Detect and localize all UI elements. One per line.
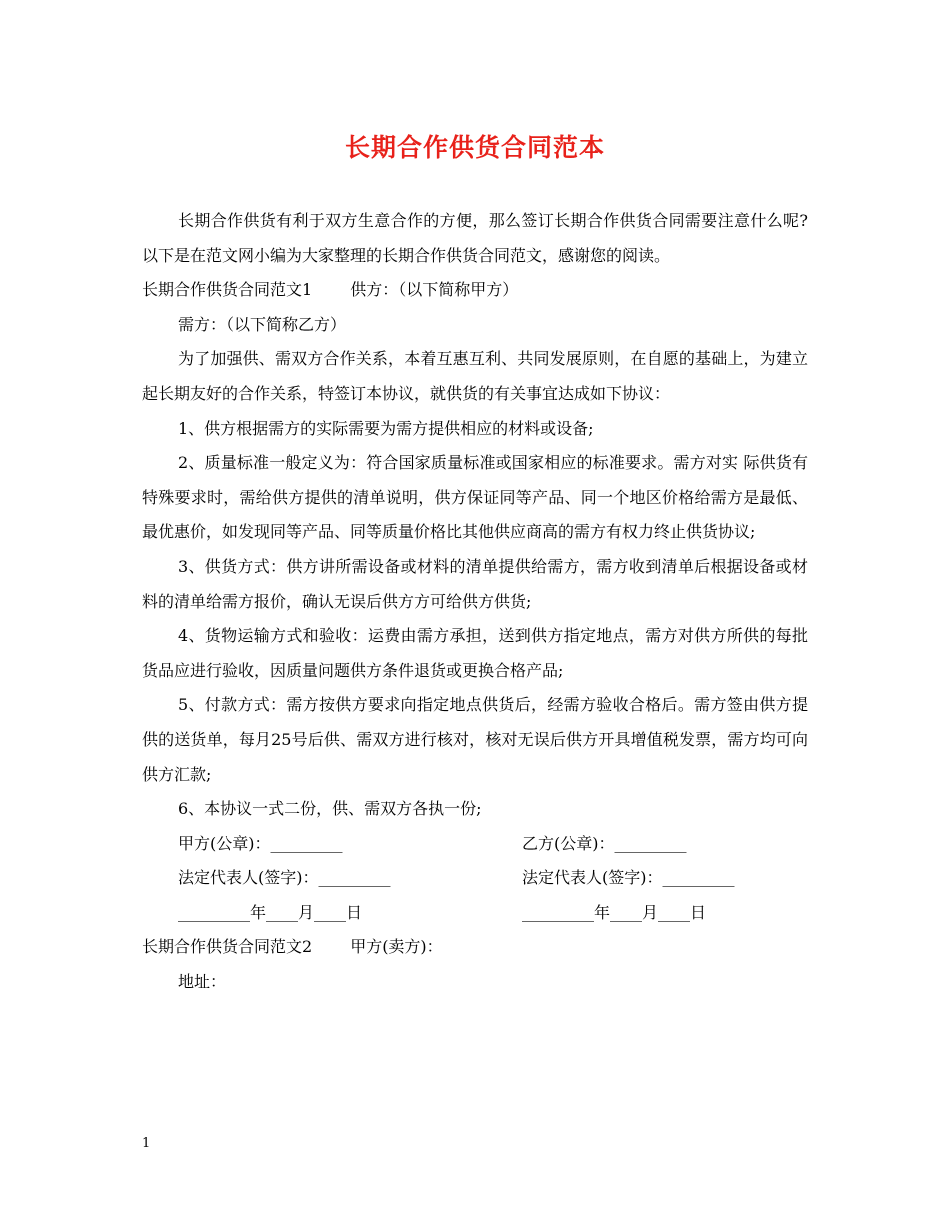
date-b-field: _________年____月____日 xyxy=(522,902,707,922)
representative-row xyxy=(142,861,808,896)
clause-5: 5、付款方式：需方按供方要求向指定地点供货后，经需方验收合格后。需方签由供方提供的送货单，每月25号后供、需双方进行核对，核对无误后供方开具增值税发票，需方均可向供方汇款; xyxy=(142,695,808,784)
section1-heading: 长期合作供货合同范文1 xyxy=(142,280,313,300)
buyer-line: 需方：（以下简称乙方） xyxy=(178,314,347,334)
date-row xyxy=(142,896,808,931)
clause-1: 1、供方根据需方的实际需要为需方提供相应的材料或设备; xyxy=(178,418,594,438)
date-a-field: _________年____月____日 xyxy=(178,902,363,922)
preamble-paragraph: 为了加强供、需双方合作关系，本着互惠互利、共同发展原则，在自愿的基础上，为建立起长期友好的合作关系，特签订本协议，就供货的有关事宜达成如下协议： xyxy=(142,349,808,403)
clause-4: 4、货物运输方式和验收：运费由需方承担，送到供方指定地点，需方对供方所供的每批货品应进行验收，因质量问题供方条件退货或更换合格产品; xyxy=(142,626,808,680)
party-b-seal-field: 乙方(公章)：_________ xyxy=(522,833,687,853)
clause-2: 2、质量标准一般定义为：符合国家质量标准或国家相应的标准要求。需方对实 际供货有特殊要求时，需给供方提供的清单说明，供方保证同等产品、同一个地区价格给需方是最低、最优惠价，如发现同等产品、同等质量价格比其他供应商高的需方有权力终止供货协议; xyxy=(142,453,808,542)
clause-3: 3、供货方式：供方讲所需设备或材料的清单提供给需方，需方收到清单后根据设备或材料的清单给需方报价，确认无误后供方方可给供方供货; xyxy=(142,556,808,611)
intro-paragraph: 长期合作供货有利于双方生意合作的方便，那么签订长期合作供货合同需要注意什么呢?以下是在范文网小编为大家整理的长期合作供货合同范文，感谢您的阅读。 xyxy=(142,211,808,265)
address-line: 地址： xyxy=(178,972,227,992)
seal-row xyxy=(142,827,808,862)
section2-heading-line xyxy=(142,930,808,965)
party-a-seller-line: 甲方(卖方)： xyxy=(350,937,443,957)
document-body xyxy=(142,204,808,1000)
page-number: 1 xyxy=(142,1136,151,1151)
rep-a-signature-field: 法定代表人(签字)：_________ xyxy=(178,868,391,888)
clause-6: 6、本协议一式二份，供、需双方各执一份; xyxy=(178,799,482,819)
party-a-seal-field: 甲方(公章)：_________ xyxy=(178,833,343,853)
section2-heading: 长期合作供货合同范文2 xyxy=(142,937,313,957)
supplier-line: 供方：（以下简称甲方） xyxy=(350,280,519,300)
rep-b-signature-field: 法定代表人(签字)：_________ xyxy=(522,868,735,888)
section1-heading-line xyxy=(142,273,808,308)
document-title: 长期合作供货合同范本 xyxy=(344,133,605,162)
